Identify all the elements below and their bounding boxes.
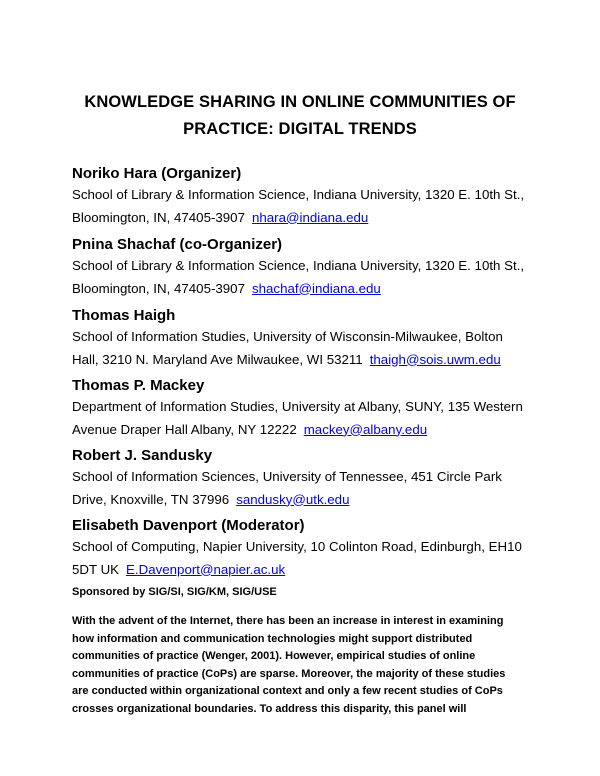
title-line: PRACTICE: DIGITAL TRENDS	[183, 120, 417, 138]
author-block	[72, 376, 572, 441]
email-link[interactable]: E.Davenport@napier.ac.uk	[126, 561, 286, 577]
affiliation-line: Department of Information Studies, University at Albany, SUNY, 135 Western	[72, 399, 523, 414]
affiliation-line	[72, 349, 572, 372]
affiliation-line: School of Computing, Napier University, 10 Colinton Road, Edinburgh, EH10	[72, 539, 522, 554]
abstract-paragraph	[72, 613, 542, 719]
abstract-line: With the advent of the Internet, there has been an increase in interest in examining	[72, 615, 504, 627]
affiliation-line	[72, 419, 572, 442]
author-name: Elisabeth Davenport (Moderator)	[72, 517, 305, 534]
affiliation-line	[72, 207, 572, 230]
abstract-line: communities of practice (Wenger, 2001). However, empirical studies of online	[72, 650, 476, 663]
affiliation-address: Drive, Knoxville, TN 37996	[72, 491, 230, 507]
author-block	[72, 306, 572, 371]
affiliation-line: School of Library & Information Science, Indiana University, 1320 E. 10th St.,	[72, 187, 525, 202]
author-block	[72, 446, 572, 511]
author-block	[72, 164, 572, 229]
author-block	[72, 516, 572, 581]
affiliation-line	[72, 489, 572, 512]
abstract-line: how information and communication technologies might support distributed	[72, 632, 473, 645]
affiliation-address: Hall, 3210 N. Maryland Ave Milwaukee, WI 53211	[72, 351, 363, 367]
affiliation-line: School of Information Studies, University of Wisconsin-Milwaukee, Bolton	[72, 329, 503, 344]
email-link[interactable]: nhara@indiana.edu	[251, 209, 369, 225]
email-link[interactable]: mackey@albany.edu	[303, 421, 428, 437]
author-name: Thomas Haigh	[72, 307, 176, 324]
sponsor-note: Sponsored by SIG/SI, SIG/KM, SIG/USE	[72, 586, 277, 598]
author-name: Noriko Hara (Organizer)	[72, 165, 242, 182]
affiliation-line	[72, 278, 572, 301]
email-link[interactable]: thaigh@sois.uwm.edu	[369, 351, 501, 367]
affiliation-address: 5DT UK	[72, 561, 120, 577]
affiliation-address: Bloomington, IN, 47405-3907	[72, 209, 245, 225]
affiliation-address: Bloomington, IN, 47405-3907	[72, 280, 245, 296]
author-name: Thomas P. Mackey	[72, 377, 205, 394]
abstract-line: communities of practice (CoPs) are sparse. Moreover, the majority of these studies	[72, 667, 506, 680]
email-link[interactable]: shachaf@indiana.edu	[251, 280, 381, 296]
paper-title	[40, 89, 560, 143]
abstract-line: crosses organizational boundaries. To address this disparity, this panel will	[72, 702, 467, 715]
title-line: KNOWLEDGE SHARING IN ONLINE COMMUNITIES OF	[84, 93, 516, 111]
email-link[interactable]: sandusky@utk.edu	[236, 491, 350, 507]
author-block	[72, 235, 572, 300]
affiliation-line: School of Information Sciences, University of Tennessee, 451 Circle Park	[72, 469, 502, 484]
affiliation-line: School of Library & Information Science, Indiana University, 1320 E. 10th St.,	[72, 258, 525, 273]
abstract-line: are conducted within organizational context and only a few recent studies of CoPs	[72, 685, 503, 698]
affiliation-line	[72, 559, 572, 582]
author-name: Pnina Shachaf (co-Organizer)	[72, 236, 283, 253]
author-name: Robert J. Sandusky	[72, 447, 213, 464]
affiliation-address: Avenue Draper Hall Albany, NY 12222	[72, 421, 297, 437]
